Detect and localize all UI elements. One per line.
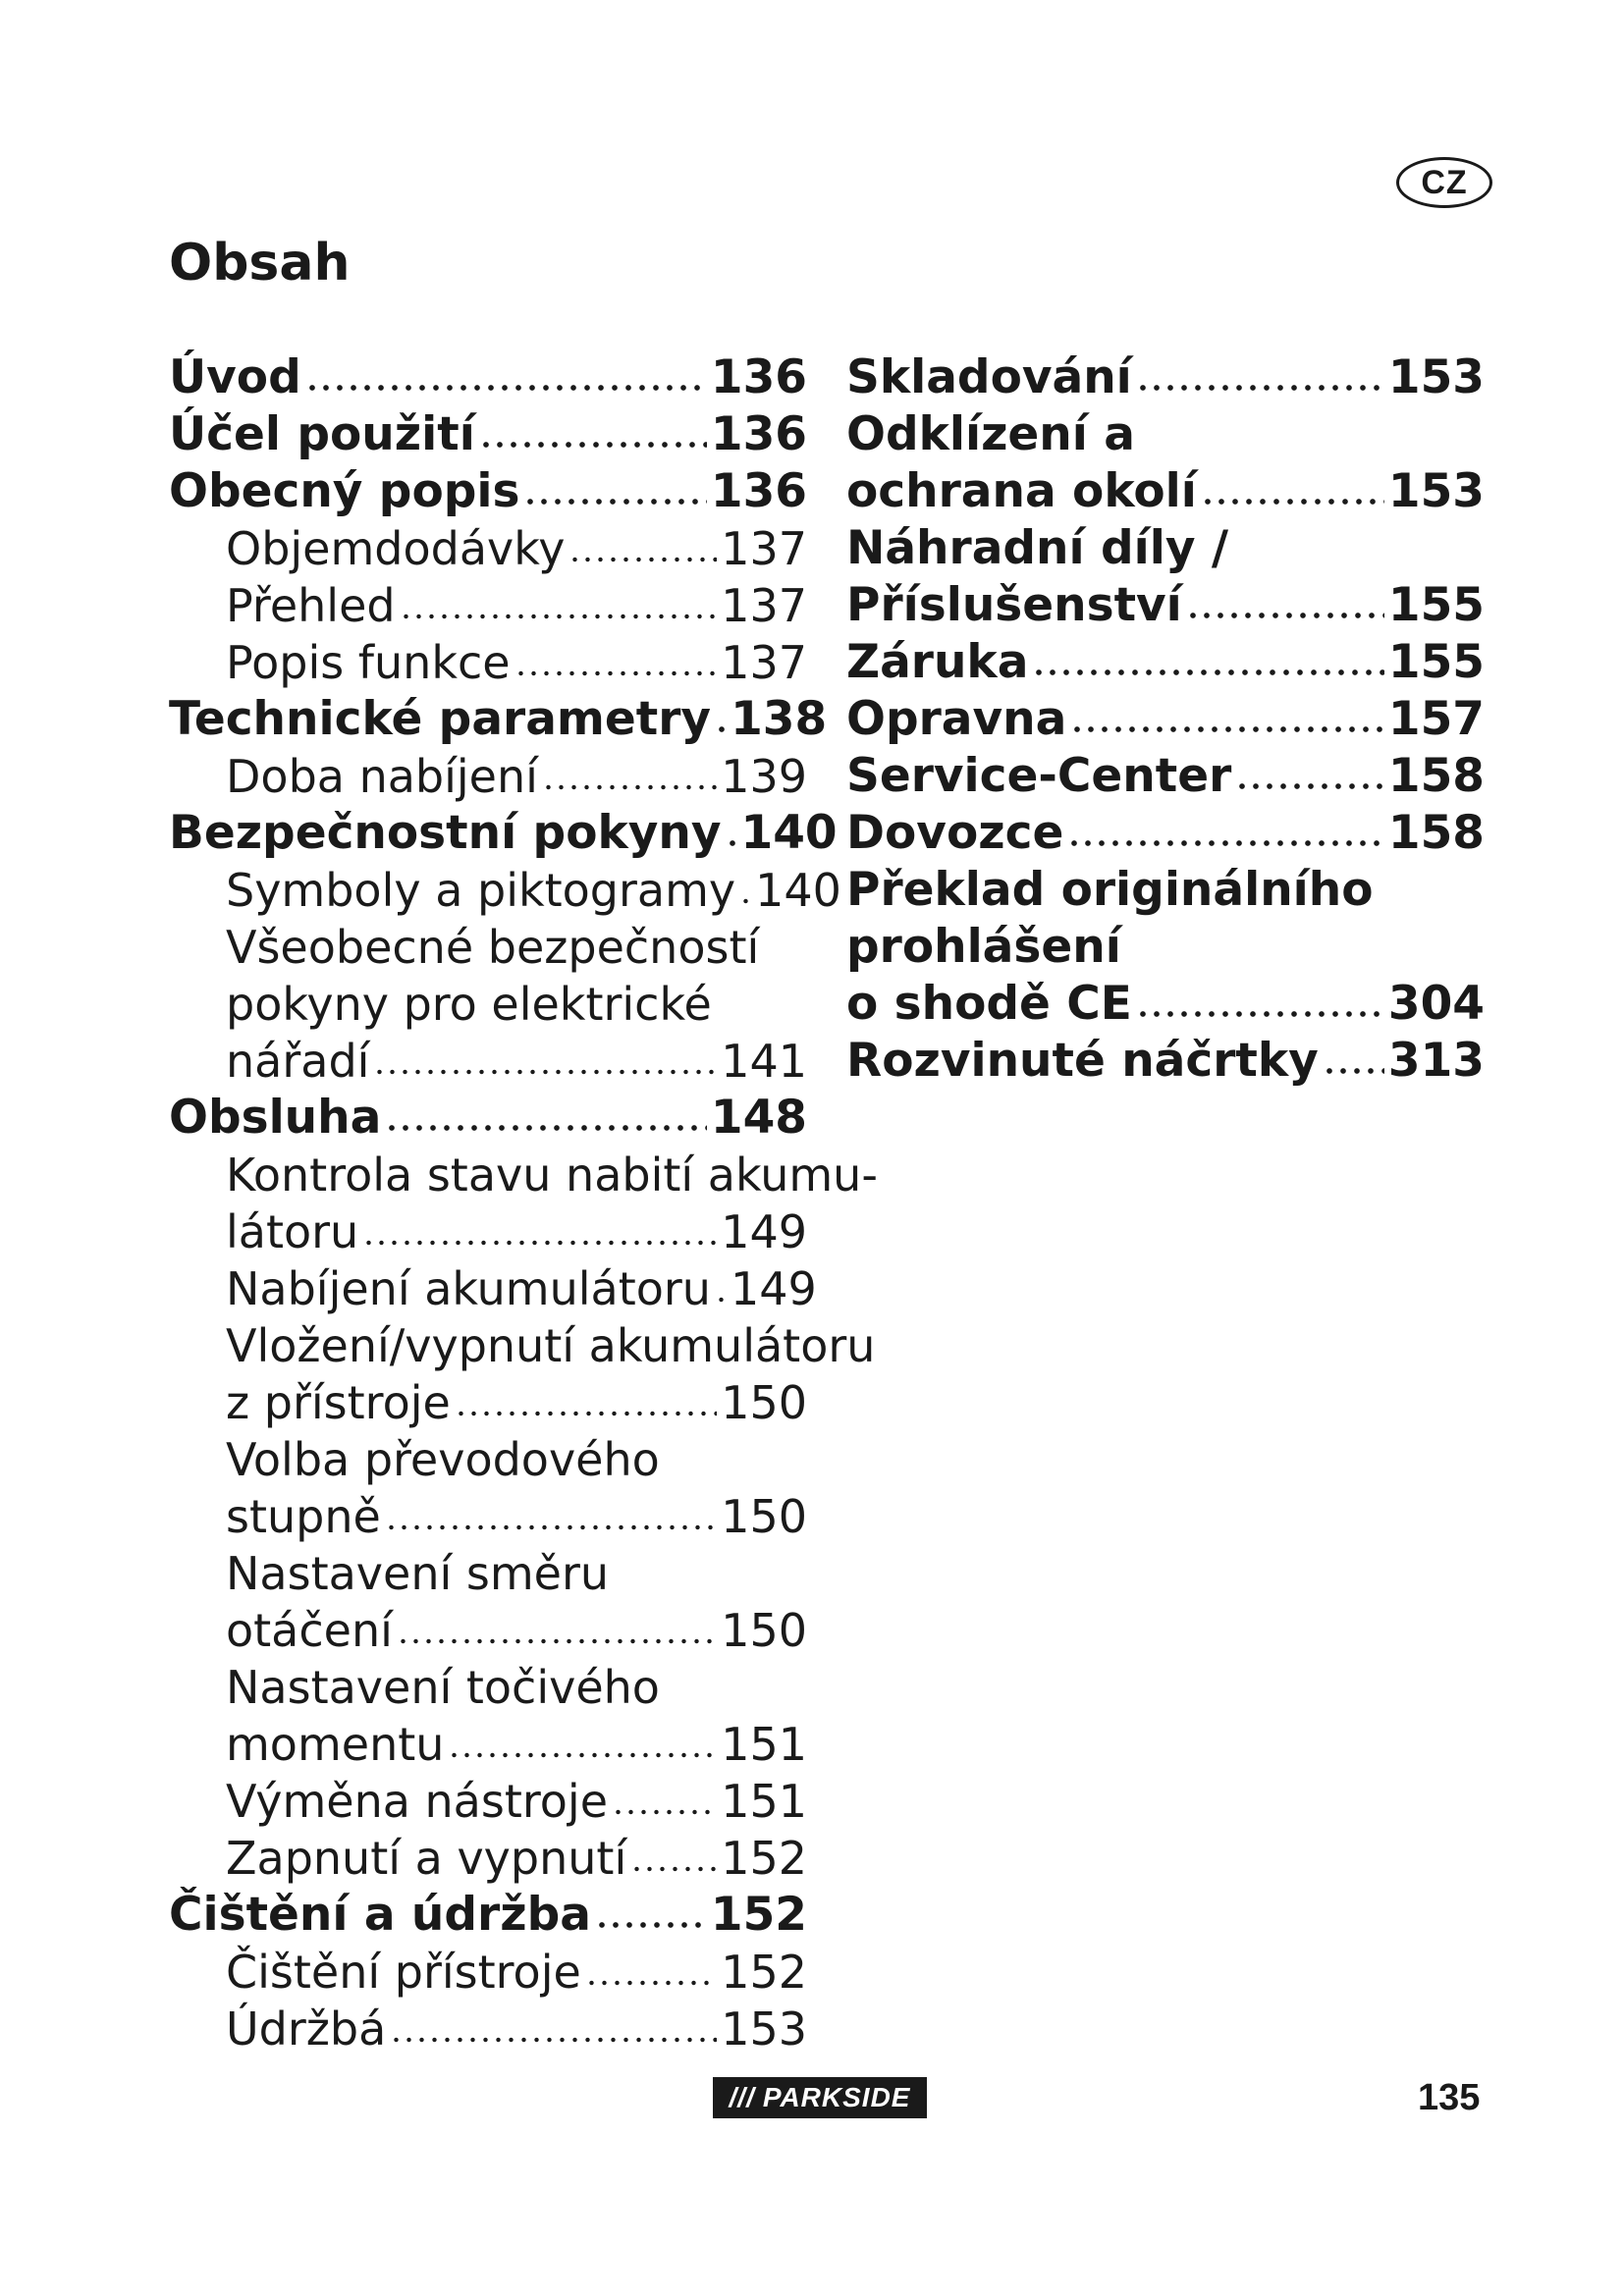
toc-entry-title: Popis funkce [226,636,511,689]
dot-leader [305,385,707,391]
toc-entry[interactable] [846,349,1485,406]
toc-entry-title-line: Nastavení točivého [226,1661,660,1714]
toc-entry[interactable] [169,1203,807,1260]
language-badge: CZ [1396,157,1492,208]
dot-leader [1323,1068,1384,1074]
toc-entry-title: Čištění přístroje [226,1946,581,1999]
toc-entry[interactable] [169,349,807,406]
dot-leader [739,898,751,904]
toc-right-column [846,349,1485,1090]
toc-entry-title-line: Odklízení a [846,407,1135,461]
toc-entry-title: Údržbá [226,2002,387,2056]
toc-entry[interactable] [169,2001,807,2057]
toc-entry-page: 157 [1387,692,1485,746]
toc-entry-title-line: Nastavení směru [226,1547,610,1600]
toc-entry-page: 136 [710,464,807,518]
toc-entry-page: 313 [1387,1034,1485,1088]
brand-name: PARKSIDE [762,2082,911,2112]
toc-entry-title: Účel použití [169,407,475,461]
dot-leader [630,1866,717,1872]
toc-entry-page: 136 [710,350,807,404]
toc-entry[interactable] [846,691,1485,748]
toc-entry-title: o shodě CE [846,977,1132,1031]
toc-entry-page: 158 [1387,749,1485,803]
toc-entry[interactable] [169,463,807,520]
toc-entry[interactable] [169,577,807,634]
dot-leader [373,1069,717,1075]
toc-entry[interactable] [846,805,1485,862]
toc-entry-title-line: Překlad originálního [846,863,1374,917]
parkside-logo [713,2077,927,2118]
dot-leader [542,784,717,790]
toc-entry-title-line: Všeobecné bezpečností [226,921,760,974]
toc-entry-title: Obsluha [169,1091,382,1145]
dot-leader [585,1980,717,1986]
toc-entry[interactable] [169,1830,807,1887]
toc-entry-page: 150 [721,1490,807,1543]
dot-leader [726,840,737,846]
toc-entry[interactable] [169,1944,807,2001]
toc-entry-page: 304 [1387,977,1485,1031]
toc-entry[interactable] [169,805,838,862]
dot-leader [1032,669,1383,675]
toc-entry-page: 150 [721,1376,807,1429]
toc-entry-title: Čištění a údržba [169,1888,591,1942]
dot-leader [455,1411,717,1416]
dot-leader [595,1922,707,1928]
dot-leader [448,1752,717,1758]
dot-leader [385,1125,707,1131]
toc-entry-title-line: Volba převodového [226,1433,660,1486]
dot-leader [390,2037,717,2043]
toc-entry-page: 150 [721,1604,807,1657]
toc-entry[interactable] [846,976,1485,1033]
toc-entry-page: 140 [740,806,838,860]
toc-entry-title: z přístroje [226,1376,451,1429]
dot-leader [1136,1011,1384,1017]
dot-leader [385,1524,717,1530]
toc-entry-title: otáčení [226,1604,393,1657]
dot-leader [715,1297,727,1303]
toc-entry-page: 139 [721,750,807,803]
toc-entry-page: 153 [1387,350,1485,404]
dot-leader [362,1240,717,1246]
dot-leader [612,1809,717,1815]
toc-entry[interactable] [169,691,828,748]
brand-slashes: /// [729,2082,755,2112]
toc-entry-title: Service-Center [846,749,1232,803]
dot-leader [1136,385,1384,391]
toc-entry-title: Symboly a piktogramy [226,864,736,917]
toc-entry-page: 140 [755,864,841,917]
toc-entry-title: ochrana okolí [846,464,1197,518]
toc-entry-page: 152 [721,1832,807,1885]
toc-entry[interactable] [169,1602,807,1659]
toc-entry[interactable] [846,577,1485,634]
toc-entry[interactable] [169,1260,817,1317]
toc-entry-title: Příslušenství [846,578,1182,632]
toc-entry-title: Doba nabíjení [226,750,538,803]
page-title: Obsah [169,234,351,293]
toc-entry[interactable] [169,1090,807,1147]
toc-entry[interactable] [169,1716,807,1773]
toc-left-column [169,349,878,2057]
toc-entry-page: 158 [1387,806,1485,860]
toc-entry-title-line: Kontrola stavu nabití akumu- [226,1148,878,1201]
toc-entry-title: stupně [226,1490,381,1543]
toc-entry-title-line: pokyny pro elektrické [226,978,712,1031]
toc-entry-title: Technické parametry [169,692,712,746]
toc-entry-title-line: Náhradní díly / [846,521,1229,575]
toc-entry-title: Skladování [846,350,1132,404]
toc-entry-title: Zapnutí a vypnutí [226,1832,627,1885]
toc-entry[interactable] [169,406,807,463]
toc-entry[interactable] [169,1033,807,1090]
dot-leader [523,499,706,505]
toc-entry-title: momentu [226,1718,445,1771]
toc-entry-title: Bezpečnostní pokyny [169,806,722,860]
toc-entry-title: Rozvinuté náčrtky [846,1034,1319,1088]
toc-entry-title: Opravna [846,692,1067,746]
toc-entry-page: 155 [1387,578,1485,632]
toc-entry-page: 152 [721,1946,807,1999]
toc-entry-title: Přehled [226,579,396,632]
toc-entry-page: 152 [710,1888,807,1942]
dot-leader [715,726,727,732]
dot-leader [1070,726,1384,732]
toc-entry-page: 149 [721,1205,807,1258]
toc-entry-page: 153 [721,2002,807,2056]
toc-entry-title: Nabíjení akumulátoru [226,1262,711,1315]
toc-entry[interactable] [169,748,807,805]
toc-entry-title: nářadí [226,1035,370,1088]
toc-entry-page: 155 [1387,635,1485,689]
dot-leader [1186,613,1384,618]
toc-entry-page: 151 [721,1775,807,1828]
dot-leader [514,670,718,676]
toc-entry-title: Objemdodávky [226,522,566,575]
dot-leader [1067,840,1384,846]
dot-leader [479,442,707,448]
toc-entry-title: Úvod [169,350,301,404]
toc-entry-page: 141 [721,1035,807,1088]
toc-entry-title: Výměna nástroje [226,1775,609,1828]
toc-entry-page: 137 [721,636,807,689]
toc-entry-page: 153 [1387,464,1485,518]
dot-leader [568,557,717,562]
dot-leader [400,614,718,619]
toc-entry[interactable] [846,634,1485,691]
toc-entry-page: 148 [710,1091,807,1145]
toc-entry-title: látoru [226,1205,359,1258]
toc-entry[interactable] [846,463,1485,520]
toc-entry[interactable] [846,748,1485,805]
toc-entry[interactable] [169,520,807,577]
page-number: 135 [1418,2077,1481,2118]
toc-entry[interactable] [169,1773,807,1830]
toc-entry-page: 136 [710,407,807,461]
toc-entry[interactable] [169,862,841,919]
toc-entry-title: Záruka [846,635,1029,689]
toc-entry-page: 151 [721,1718,807,1771]
toc-entry-title: Obecný popis [169,464,520,518]
toc-entry-page: 149 [730,1262,817,1315]
toc-entry[interactable] [169,1374,807,1431]
toc-entry[interactable] [169,1488,807,1545]
toc-entry-page: 138 [731,692,828,746]
toc-entry-page: 137 [721,579,807,632]
dot-leader [397,1638,717,1644]
toc-entry[interactable] [169,1887,807,1944]
dot-leader [1201,499,1384,505]
toc-entry-title-line: Vložení/vypnutí akumulátoru [226,1319,876,1372]
toc-entry[interactable] [169,634,807,691]
toc-entry-title: Dovozce [846,806,1064,860]
toc-entry[interactable] [846,1033,1485,1090]
dot-leader [1235,783,1384,789]
toc-entry-page: 137 [721,522,807,575]
toc-entry-title-line: prohlášení [846,920,1121,974]
